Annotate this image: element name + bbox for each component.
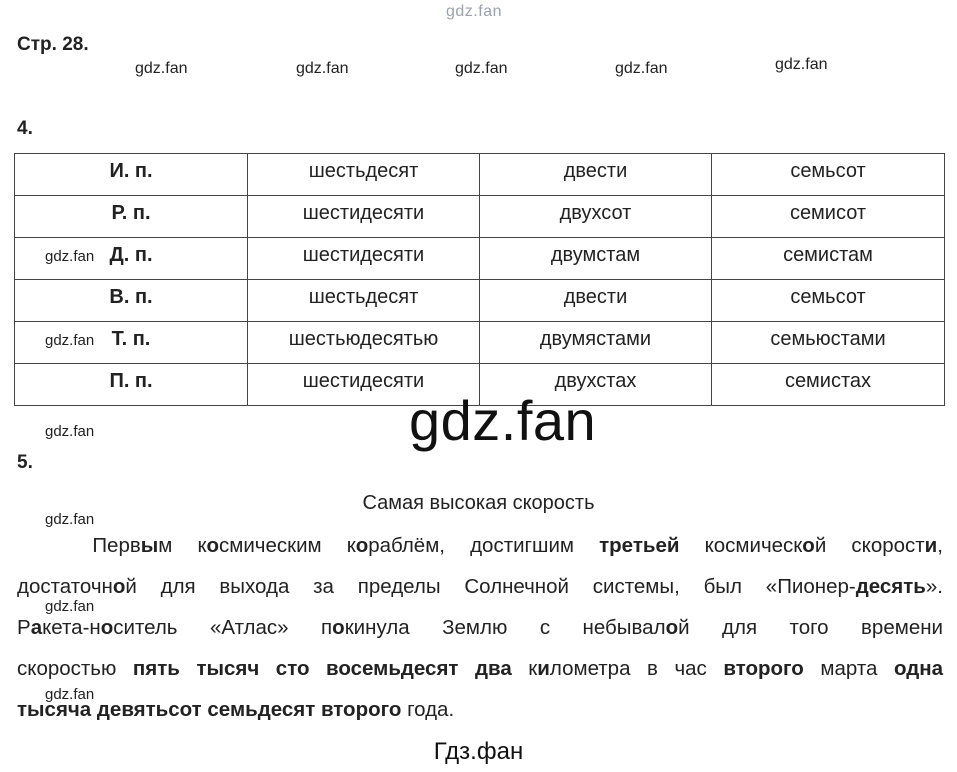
watermark-top: gdz.fan [446,3,502,20]
numeral-cell [712,238,945,280]
text-segment: достаточн [17,575,113,598]
numeral-form: шестидесяти [302,202,425,224]
case-label: И. п. [109,160,153,182]
numeral-cell [712,196,945,238]
case-label: В. п. [109,286,153,308]
numeral-cell [248,196,480,238]
text-segment: смическим к [218,534,356,557]
bold-text-segment: о [100,616,114,639]
declension-table [14,153,945,406]
watermark: gdz.fan [135,60,188,77]
watermark: gdz.fan [45,332,95,349]
bold-text-segment: о [802,534,815,557]
case-cell [15,322,248,364]
numeral-form: шестидесяти [302,244,425,266]
numeral-form: шестидесяти [302,370,425,392]
text-segment: Перв [17,534,141,557]
bold-text-segment: о [206,534,219,557]
paragraph-line-2 [17,574,943,600]
text-segment: , [937,534,943,557]
table-row [15,322,945,364]
bold-text-segment: второго [723,657,804,680]
text-segment: Р [17,616,31,639]
numeral-cell [248,238,480,280]
numeral-cell [712,154,945,196]
text-segment: й для того времени [678,616,944,639]
bold-text-segment: пять тысяч сто восемьдесят два [132,657,512,680]
bold-text-segment: о [112,575,126,598]
numeral-form: двухсот [559,202,632,224]
numeral-form: семьюстами [770,328,886,350]
bold-text-segment: и [924,534,938,557]
watermark: gdz.fan [775,56,828,73]
numeral-form: семьсот [790,160,866,182]
table-row [15,238,945,280]
numeral-form: шестьдесят [308,286,419,308]
paragraph-line-4 [17,656,943,682]
task-4-number: 4. [17,118,33,139]
numeral-cell [712,322,945,364]
bold-text-segment: третьей [599,534,680,557]
numeral-cell [480,154,712,196]
numeral-form: двухстах [554,370,637,392]
numeral-form: семисот [789,202,867,224]
numeral-form: двести [563,160,628,182]
case-cell [15,280,248,322]
table-row [15,196,945,238]
case-cell [15,154,248,196]
watermark: gdz.fan [296,60,349,77]
bold-text-segment: десять [855,575,926,598]
numeral-cell [248,154,480,196]
watermark-footer: Гдз.фан [433,738,524,765]
text-segment: раблём, достигшим [368,534,600,557]
watermark: gdz.fan [615,60,668,77]
text-segment: ситель «Атлас» п [113,616,333,639]
watermark: gdz.fan [45,423,95,440]
text-segment: марта [803,657,894,680]
text-segment: кета-н [42,616,101,639]
text-segment: к [511,657,538,680]
bold-text-segment: о [355,534,369,557]
text-segment: космическ [679,534,803,557]
text-segment: й для выхода за пределы Солнечной системы, был «Пионер- [125,575,856,598]
case-cell [15,196,248,238]
bold-text-segment: одна [893,657,943,680]
numeral-cell [480,238,712,280]
table-row [15,280,945,322]
text-title: Самая высокая скорость [362,492,595,514]
numeral-cell [480,196,712,238]
case-cell [15,238,248,280]
numeral-cell [248,280,480,322]
text-segment: кинула Землю с небывал [344,616,666,639]
task-5-number: 5. [17,452,33,473]
watermark: gdz.fan [45,686,95,703]
watermark: gdz.fan [45,598,95,615]
numeral-cell [712,280,945,322]
case-label: П. п. [109,370,153,392]
numeral-cell [480,280,712,322]
bold-text-segment: о [332,616,345,639]
text-segment: м к [158,534,207,557]
text-segment: лометра в час [549,657,724,680]
numeral-form: шестьдесят [308,160,419,182]
bold-text-segment: о [665,616,679,639]
paragraph-line-5 [17,697,943,723]
numeral-form: семистах [784,370,872,392]
bold-text-segment: а [30,616,43,639]
watermark: gdz.fan [45,511,95,528]
table-row [15,154,945,196]
text-segment: ». [925,575,943,598]
bold-text-segment: ы [140,534,159,557]
numeral-cell [248,322,480,364]
paragraph-line-3 [17,615,943,641]
watermark: gdz.fan [45,248,95,265]
case-label: Т. п. [111,328,151,350]
text-segment: скоростью [17,657,133,680]
bold-text-segment: тысяча девятьсот семьдесят второго [17,698,402,721]
paragraph-line-1 [17,533,943,559]
numeral-cell [480,322,712,364]
watermark-large: gdz.fan [409,389,597,452]
page-label: Стр. 28. [17,34,89,55]
text-segment: года. [401,698,455,721]
case-cell [15,364,248,406]
numeral-form: двумястами [539,328,652,350]
case-label: Р. п. [111,202,151,224]
bold-text-segment: и [537,657,550,680]
numeral-form: семьсот [790,286,866,308]
numeral-form: шестьюдесятью [288,328,439,350]
case-label: Д. п. [109,244,153,266]
text-segment: й скорост [814,534,925,557]
numeral-form: семистам [783,244,873,266]
numeral-form: двумстам [550,244,641,266]
watermark: gdz.fan [455,60,508,77]
numeral-form: двести [563,286,628,308]
numeral-cell [712,364,945,406]
